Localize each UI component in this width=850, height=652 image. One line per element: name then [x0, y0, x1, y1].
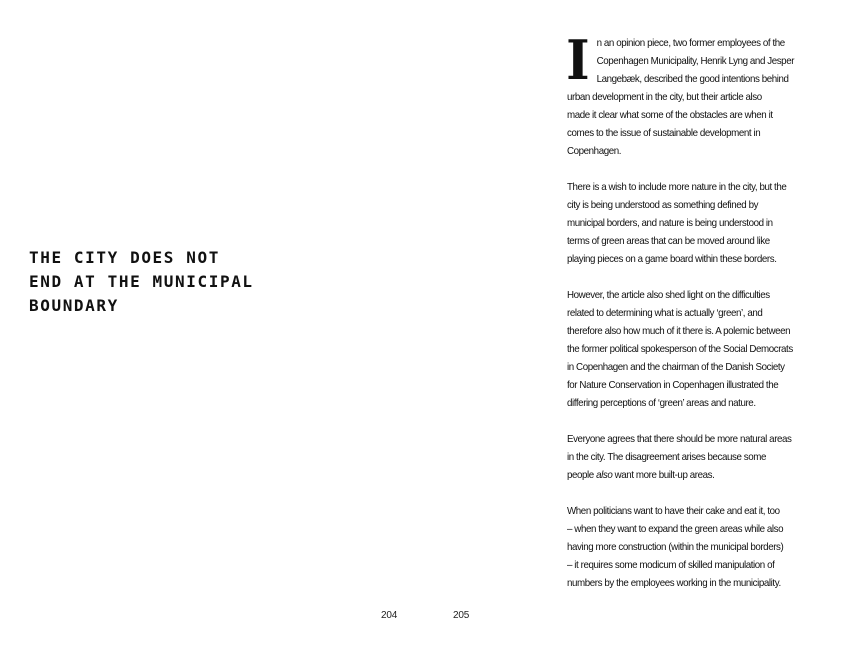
- paragraph: [566, 28, 813, 160]
- text-line: for Nature Conservation in Copenhagen illustrated the: [567, 379, 779, 391]
- text-line: n an opinion piece, two former employees of the: [596, 37, 785, 49]
- text-line: related to determining what is actually ‘green’, and: [567, 307, 763, 319]
- chapter-title: [29, 246, 329, 318]
- text-line: therefore also how much of it there is. A polemic between: [567, 325, 791, 337]
- paragraph: [567, 502, 813, 592]
- text-line: in Copenhagen and the chairman of the Danish Society: [567, 361, 785, 373]
- text-line: made it clear what some of the obstacles are when it: [567, 109, 773, 121]
- text-line: terms of green areas that can be moved around like: [567, 235, 770, 247]
- text-line: city is being understood as something defined by: [567, 199, 759, 211]
- text-line: Copenhagen Municipality, Henrik Lyng and Jesper: [596, 55, 795, 67]
- text-line: differing perceptions of ‘green’ areas and nature.: [567, 397, 756, 409]
- text-line: comes to the issue of sustainable development in: [567, 127, 761, 139]
- text-line: – it requires some modicum of skilled manipulation of: [567, 559, 775, 571]
- text-line: However, the article also shed light on the difficulties: [567, 289, 770, 301]
- text-line: numbers by the employees working in the municipality.: [567, 577, 781, 589]
- body-text: [566, 28, 813, 610]
- text-line: Langebæk, described the good intentions behind: [596, 73, 789, 85]
- text-line: Everyone agrees that there should be more natural areas: [567, 433, 792, 445]
- text-line: – when they want to expand the green areas while also: [567, 523, 784, 535]
- chapter-title-line: END AT THE MUNICIPAL: [29, 272, 254, 291]
- text-line: municipal borders, and nature is being understood in: [567, 217, 773, 229]
- text-line: Copenhagen.: [567, 145, 622, 157]
- page-number-left: 204: [381, 610, 398, 621]
- text-line: urban development in the city, but their article also: [567, 91, 762, 103]
- text-line: [567, 466, 813, 484]
- text-line: having more construction (within the municipal borders): [567, 541, 784, 553]
- chapter-title-line: THE CITY DOES NOT: [29, 248, 220, 267]
- page-number-right: 205: [453, 610, 470, 621]
- paragraph: [567, 430, 813, 484]
- text-line: When politicians want to have their cake and eat it, too: [567, 505, 780, 517]
- paragraph: [567, 286, 813, 412]
- text-line: in the city. The disagreement arises because some: [567, 451, 766, 463]
- text-run: people: [567, 469, 597, 481]
- text-line: the former political spokesperson of the Social Democrats: [567, 343, 793, 355]
- drop-cap: I: [566, 28, 590, 92]
- text-line: playing pieces on a game board within these borders.: [567, 253, 777, 265]
- right-page: [425, 0, 850, 652]
- text-line: There is a wish to include more nature in the city, but the: [567, 181, 787, 193]
- paragraph: [567, 178, 813, 268]
- text-run: want more built-up areas.: [612, 469, 715, 481]
- chapter-title-line: BOUNDARY: [29, 296, 119, 315]
- italic-emphasis: also: [596, 469, 613, 481]
